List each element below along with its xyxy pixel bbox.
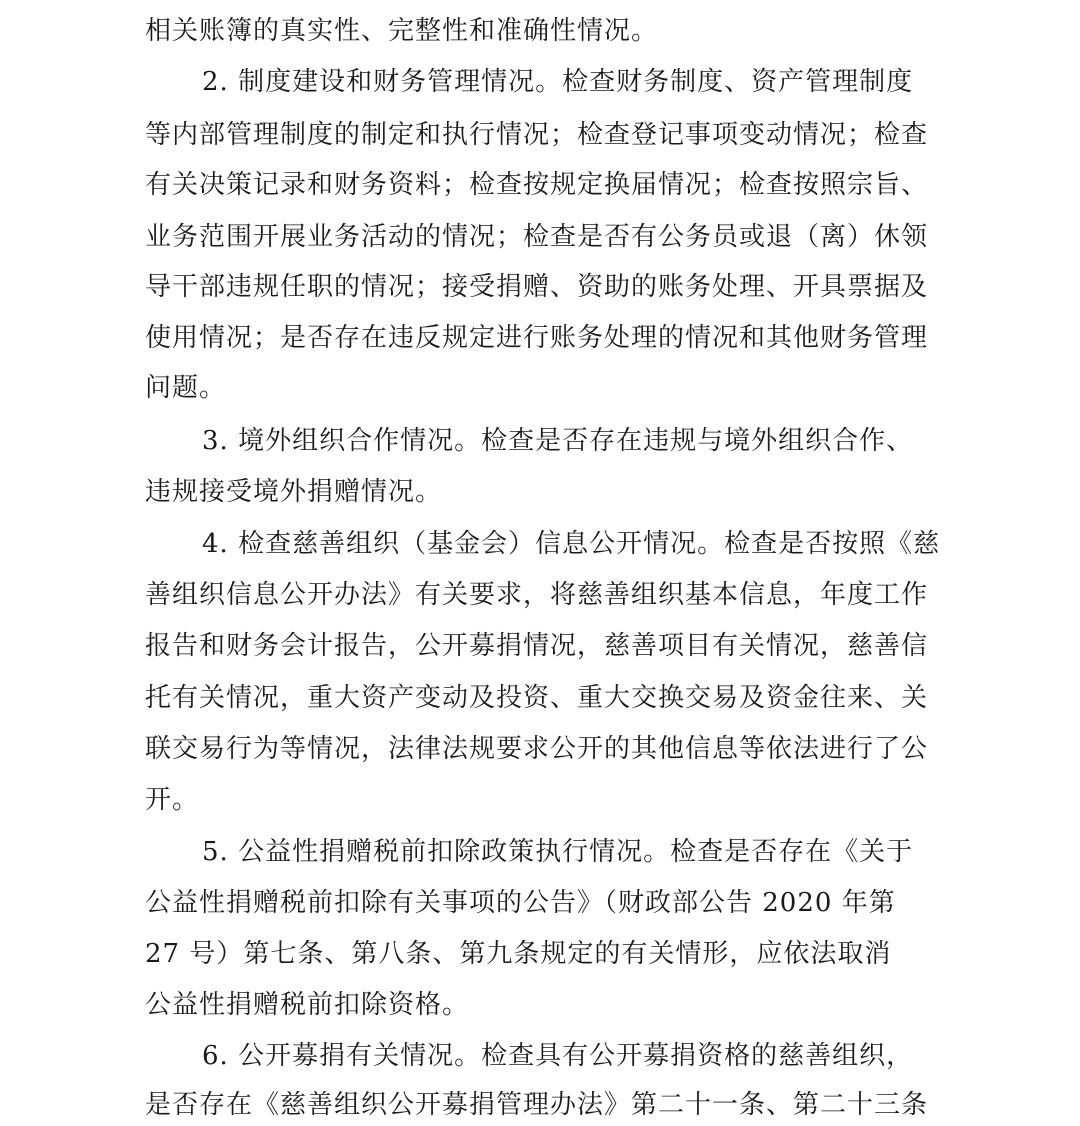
- text-line-12: 善组织信息公开办法》有关要求，将慈善组织基本信息，年度工作: [145, 580, 929, 610]
- text-line-4: 有关决策记录和财务资料；检查按规定换届情况；检查按照宗旨、: [145, 170, 929, 200]
- text-line-7: 使用情况；是否存在违反规定进行账务处理的情况和其他财务管理: [145, 323, 929, 353]
- text-line-5: 业务范围开展业务活动的情况；检查是否有公务员或退（离）休领: [145, 222, 929, 252]
- text-line-19: 27 号）第七条、第八条、第九条规定的有关情形，应依法取消: [145, 939, 892, 969]
- text-line-20: 公益性捐赠税前扣除资格。: [145, 990, 470, 1020]
- text-line-8: 问题。: [145, 373, 227, 403]
- text-line-22: 是否存在《慈善组织公开募捐管理办法》第二十一条、第二十三条: [145, 1090, 929, 1120]
- text-line-1: 相关账簿的真实性、完整性和准确性情况。: [145, 16, 659, 46]
- text-line-15: 联交易行为等情况，法律法规要求公开的其他信息等依法进行了公: [145, 734, 929, 764]
- text-line-16: 开。: [145, 785, 200, 815]
- text-line-9: 3. 境外组织合作情况。检查是否存在违规与境外组织合作、: [202, 426, 914, 456]
- text-line-17: 5. 公益性捐赠税前扣除政策执行情况。检查是否存在《关于: [202, 837, 914, 867]
- text-line-21: 6. 公开募捐有关情况。检查具有公开募捐资格的慈善组织，: [202, 1041, 914, 1071]
- text-line-3: 等内部管理制度的制定和执行情况；检查登记事项变动情况；检查: [145, 120, 929, 150]
- text-line-2: 2. 制度建设和财务管理情况。检查财务制度、资产管理制度: [202, 67, 914, 97]
- text-line-14: 托有关情况，重大资产变动及投资、重大交换交易及资金往来、关: [145, 683, 929, 713]
- text-line-11: 4. 检查慈善组织（基金会）信息公开情况。检查是否按照《慈: [202, 529, 941, 559]
- text-line-13: 报告和财务会计报告，公开募捐情况，慈善项目有关情况，慈善信: [145, 631, 929, 661]
- text-line-10: 违规接受境外捐赠情况。: [145, 477, 443, 507]
- text-line-18: 公益性捐赠税前扣除有关事项的公告》（财政部公告 2020 年第: [145, 888, 896, 918]
- text-line-6: 导干部违规任职的情况；接受捐赠、资助的账务处理、开具票据及: [145, 272, 929, 302]
